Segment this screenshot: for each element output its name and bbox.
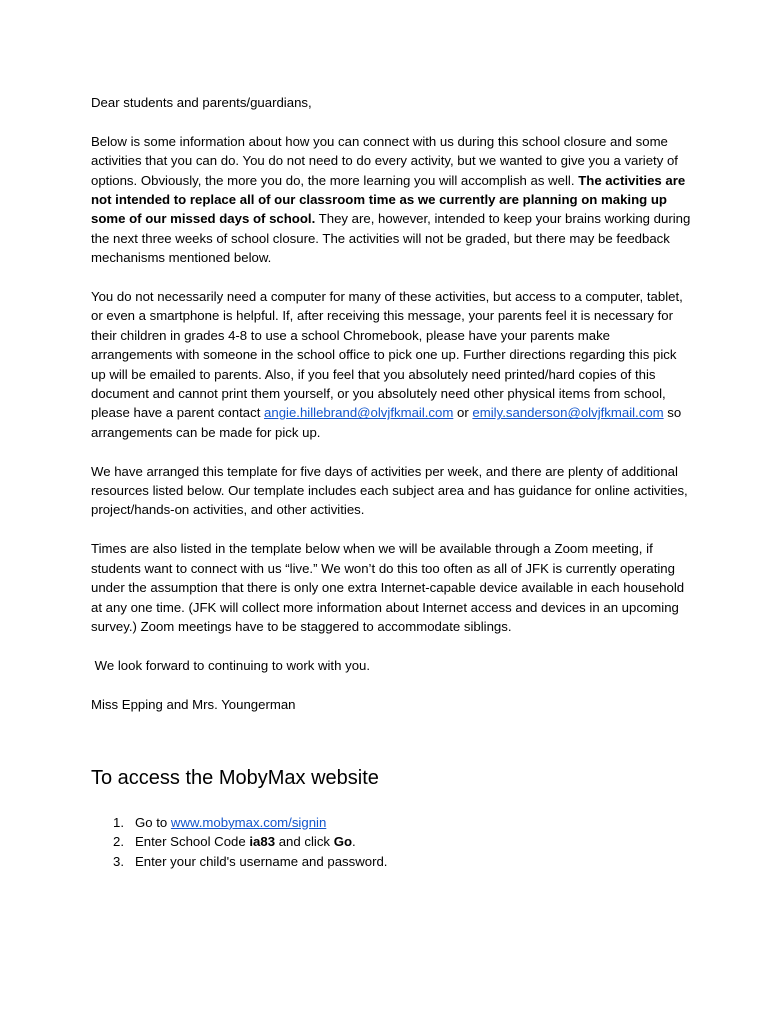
step-text-mid: and click	[275, 834, 334, 850]
step-number: 1.	[113, 814, 124, 830]
go-action-label: Go	[333, 834, 353, 850]
computer-text: You do not necessarily need a computer for many of these activities, but access to a computer, tablet, or even a smartphone is helpful. If, after receiving this message, your parents feel it is necessary for their children in grades 4-8 to use a school Chromebook, please have your parents make arrangements with someone in the school office to pick one up. Further directions regarding this pick up will be emailed to parents. Also, if you feel that you absolutely need printed/hard copies of this document and cannot print them yourself, or you absolutely need other physical items from school, please have a parent contact	[91, 289, 683, 421]
step-text: Enter School Code	[135, 834, 250, 850]
letter-paragraph-computer	[91, 287, 691, 442]
list-item	[91, 832, 691, 851]
letter-paragraph-zoom: Times are also listed in the template below when we will be available through a Zoom meeting, if students want to connect with us “live.” We won’t do this too often as all of JFK is currently operating under the assumption that there is only one extra Internet-capable device available in each household at any one time. (JFK will collect more information about Internet access and devices in an upcoming survey.) Zoom meetings have to be staggered to accommodate siblings.	[91, 541, 685, 634]
email-or-text: or	[453, 405, 473, 421]
step-text: Go to	[135, 814, 171, 830]
intro-bold-notice: The activities are not intended to replace all of our classroom time as we currently are planning on making up some of our missed days of school.	[91, 172, 686, 227]
computer-text-continued: so arrangements can be made for pick up.	[91, 405, 682, 440]
step-text: Enter your child's username and password.	[135, 853, 388, 869]
step-number: 3.	[113, 853, 124, 869]
email-link-sanderson[interactable]: emily.sanderson@olvjfkmail.com	[472, 405, 664, 421]
mobymax-steps-list	[91, 813, 691, 871]
intro-text: Below is some information about how you can connect with us during this school closure and some activities that you can do. You do not need to do every activity, but we wanted to give you a variety of options. Obviously, the more you do, the more learning you will accomplish as well.	[91, 133, 678, 188]
step-text-end: .	[352, 834, 356, 850]
school-code: ia83	[249, 834, 276, 850]
letter-greeting: Dear students and parents/guardians,	[91, 95, 312, 110]
list-item	[91, 852, 691, 871]
mobymax-signin-link[interactable]: www.mobymax.com/signin	[170, 814, 327, 830]
email-link-hillebrand[interactable]: angie.hillebrand@olvjfkmail.com	[264, 405, 454, 421]
letter-closing: We look forward to continuing to work with you.	[91, 657, 371, 673]
intro-text-continued: They are, however, intended to keep your brains working during the next three weeks of school closure. The activities will not be graded, but there may be feedback mechanisms mentioned below.	[91, 211, 691, 266]
document-page	[91, 93, 691, 871]
letter-paragraph-template: We have arranged this template for five days of activities per week, and there are plenty of additional resources listed below. Our template includes each subject area and has guidance for online activities, project/hands-on activities, and other activities.	[91, 463, 688, 518]
mobymax-heading: To access the MobyMax website	[91, 766, 379, 789]
letter-signature: Miss Epping and Mrs. Youngerman	[91, 696, 296, 712]
letter-paragraph-intro	[91, 132, 691, 268]
list-item	[91, 813, 691, 832]
step-number: 2.	[113, 834, 124, 850]
